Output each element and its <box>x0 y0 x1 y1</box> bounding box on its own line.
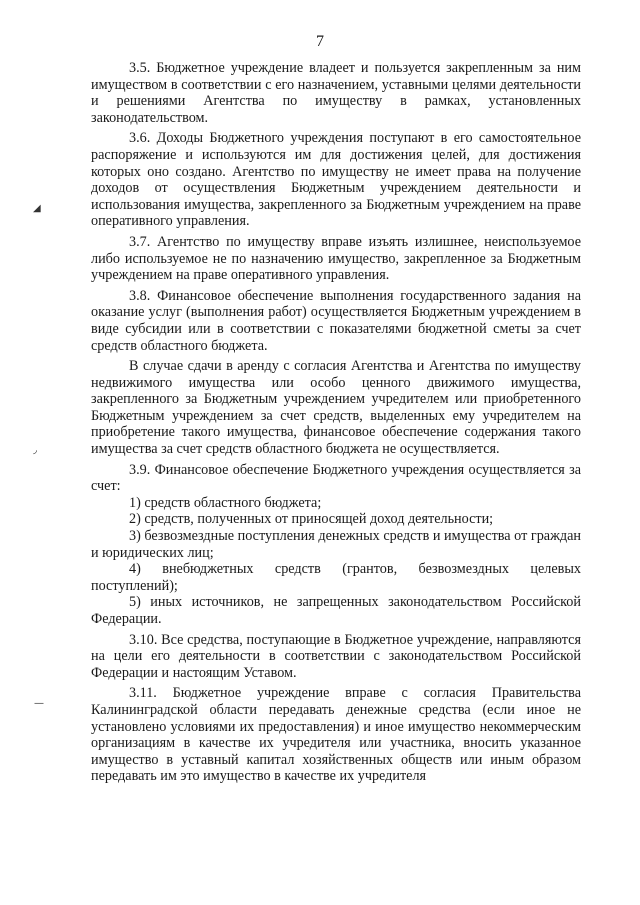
list-item-2: 2) средств, полученных от приносящей доход деятельности; <box>129 511 494 528</box>
paragraph-lease-funding: В случае сдачи в аренду с согласия Агентства и Агентства по имуществу недвижимого имущества или особо ценного движимого имущества, закрепленного за Бюджетным учреждением учредителем или приобретенного Бюджетным учреждением за счет средств, выделенных ему учредителем на приобретение такого имущества, финансовое обеспечение содержания такого имущества за счет средств областного бюджета не осуществляется. <box>91 358 581 458</box>
list-item-4: 4) внебюджетных средств (грантов, безвозмездных целевых поступлений); <box>91 561 581 594</box>
scan-mark-middle: ◞ <box>33 445 37 456</box>
paragraph-3-11: 3.11. Бюджетное учреждение вправе с согласия Правительства Калининградской области передавать денежные средства (если иное не установлено условиями их предоставления) и иное имущество некоммерческим организациям в качестве их учредителя или участника, вносить указанное имущество в уставный капитал хозяйственных обществ или иным образом передавать им это имущество в качестве их учредителя <box>91 685 581 785</box>
list-item-5: 5) иных источников, не запрещенных законодательством Российской Федерации. <box>91 594 581 627</box>
list-item-1: 1) средств областного бюджета; <box>129 494 322 511</box>
list-item-3: 3) безвозмездные поступления денежных средств и имущества от граждан и юридических лиц; <box>91 528 581 561</box>
document-body <box>91 60 581 785</box>
paragraph-3-7: 3.7. Агентство по имуществу вправе изъять излишнее, неиспользуемое либо используемое не по назначению имущество, закрепленное за Бюджетным учреждением на праве оперативного управления. <box>91 233 581 284</box>
paragraph-3-6: 3.6. Доходы Бюджетного учреждения поступают в его самостоятельное распоряжение и используются им для достижения целей, для достижения которых оно создано. Агентство по имуществу не имеет права на получение доходов от осуществления Бюджетным учреждением деятельности и использования имущества, закрепленного за Бюджетным учреждением на праве оперативного управления. <box>91 130 581 230</box>
paragraph-3-10: 3.10. Все средства, поступающие в Бюджетное учреждение, направляются на цели его деятельности в соответствии с законодательством Российской Федерации и настоящим Уставом. <box>91 631 581 681</box>
scan-mark-bottom: — <box>34 698 44 709</box>
scan-mark-top: ◢ <box>33 203 41 214</box>
paragraph-3-9: 3.9. Финансовое обеспечение Бюджетного учреждения осуществляется за счет: <box>91 461 581 495</box>
paragraph-3-5: 3.5. Бюджетное учреждение владеет и пользуется закрепленным за ним имуществом в соответствии с его назначением, уставными целями деятельности и решениями Агентства по имуществу в рамках, установленных законодательством. <box>91 60 581 126</box>
paragraph-3-8: 3.8. Финансовое обеспечение выполнения государственного задания на оказание услуг (выполнения работ) осуществляется Бюджетным учреждением в виде субсидии или в соответствии с показателями бюджетной сметы за счет средств областного бюджета. <box>91 287 581 354</box>
page-number: 7 <box>316 33 324 50</box>
